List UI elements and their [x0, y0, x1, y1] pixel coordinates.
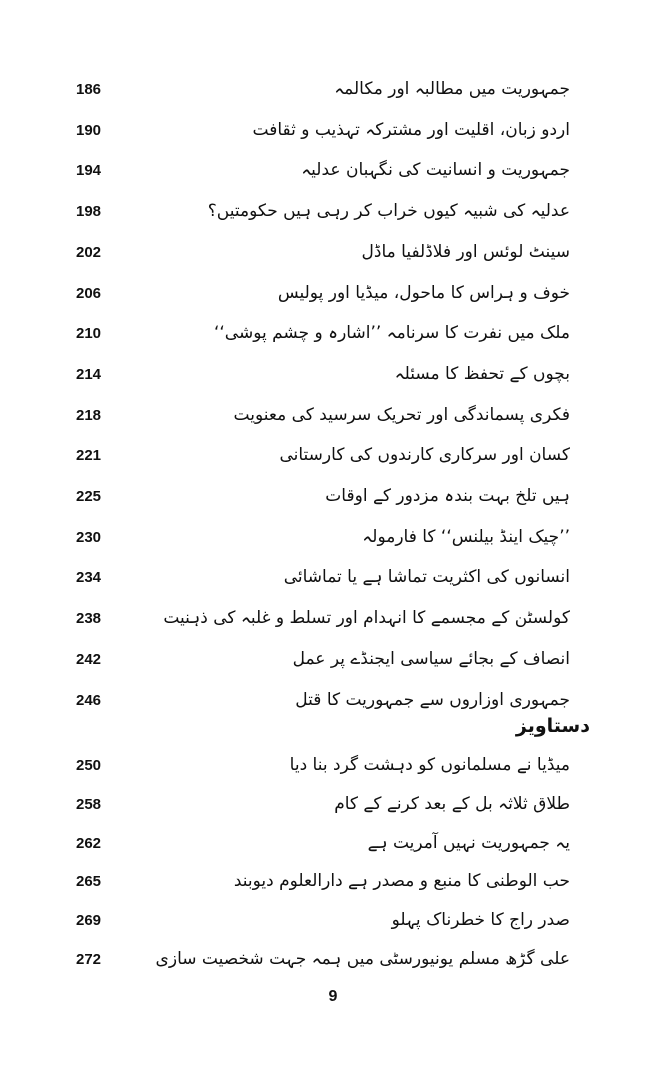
toc-entry-title: خوف و ہراس کا ماحول، میڈیا اور پولیس	[277, 282, 570, 303]
toc-page-number: 210	[76, 325, 102, 343]
toc-entry-title: ’’چیک اینڈ بیلنس‘‘ کا فارمولہ	[362, 526, 570, 547]
toc-page-number: 194	[76, 162, 102, 180]
toc-page-number: 234	[76, 569, 102, 587]
toc-entry	[0, 320, 666, 360]
toc-page-number: 214	[76, 365, 102, 383]
toc-entry	[0, 198, 666, 238]
toc-entry-title: یہ جمہوریت نہیں آمریت ہے	[367, 832, 570, 853]
toc-entry-title: کولسٹن کے مجسمے کا انہدام اور تسلط و غلبہ کی ذہنیت	[163, 608, 570, 629]
section-heading: دستاویز	[515, 715, 590, 737]
toc-entry	[0, 483, 666, 523]
toc-entry	[0, 361, 666, 401]
toc-entry-title: ملک میں نفرت کا سرنامہ ’’اشارہ و چشم پوشی‘‘	[213, 323, 570, 344]
toc-entry-title: جمہوریت و انسانیت کی نگہبان عدلیہ	[301, 160, 570, 181]
toc-page-number: 186	[76, 81, 102, 98]
toc-entry-title: میڈیا نے مسلمانوں کو دہشت گرد بنا دیا	[289, 755, 570, 775]
toc-entry	[0, 280, 666, 320]
toc-entry	[0, 402, 666, 442]
toc-page-number: 246	[76, 691, 102, 709]
toc-page-number: 238	[76, 610, 102, 628]
toc-entry-title: جمہوری اوزاروں سے جمہوریت کا قتل	[295, 689, 570, 710]
toc-entry	[0, 791, 666, 831]
toc-page-number: 269	[76, 912, 102, 930]
toc-entry-title: صدر راج کا خطرناک پہلو	[391, 910, 570, 931]
toc-entry	[0, 442, 666, 482]
toc-entry	[0, 157, 666, 197]
toc-page-number: 242	[76, 650, 102, 668]
toc-entry-title: فکری پسماندگی اور تحریک سرسید کی معنویت	[233, 404, 570, 425]
toc-entry-title: جمہوریت میں مطالبہ اور مکالمہ	[334, 79, 570, 99]
toc-entry-title: حب الوطنی کا منبع و مصدر ہے دارالعلوم دیوبند	[233, 871, 570, 892]
toc-entry	[0, 239, 666, 279]
toc-page-number: 262	[76, 834, 102, 852]
toc-entry	[0, 524, 666, 564]
toc-entry-title: عدلیہ کی شبیہ کیوں خراب کر رہی ہیں حکومتیں؟	[207, 201, 570, 222]
toc-entry	[0, 830, 666, 870]
toc-entry-title: ہیں تلخ بہت بندہ مزدور کے اوقات	[325, 486, 570, 506]
toc-entry-title: بچوں کے تحفظ کا مسئلہ	[394, 363, 570, 384]
toc-page-number: 230	[76, 528, 102, 546]
toc-entry	[0, 117, 666, 157]
toc-entry	[0, 76, 666, 116]
toc-page-number: 265	[76, 873, 102, 891]
toc-entry-title: اردو زبان، اقلیت اور مشترکہ تہذیب و ثقافت	[252, 119, 570, 140]
toc-page-number: 221	[76, 447, 102, 465]
toc-entry	[0, 564, 666, 604]
toc-entry	[0, 868, 666, 908]
toc-entry	[0, 752, 666, 792]
toc-entry	[0, 646, 666, 686]
toc-page-number: 202	[76, 243, 102, 261]
toc-entry-title: انصاف کے بجائے سیاسی ایجنڈے پر عمل	[292, 648, 570, 669]
toc-entry-title: طلاق ثلاثہ بل کے بعد کرنے کے کام	[334, 793, 570, 814]
toc-page-number: 258	[76, 795, 102, 813]
toc-page-number: 218	[76, 406, 102, 424]
toc-page-number: 198	[76, 203, 102, 221]
toc-entry-title: علی گڑھ مسلم یونیورسٹی میں ہمہ جہت شخصیت سازی	[155, 949, 570, 969]
toc-entry-title: سینٹ لوئس اور فلاڈلفیا ماڈل	[361, 241, 570, 262]
toc-page-number: 250	[76, 757, 102, 774]
toc-page-number: 272	[76, 951, 102, 968]
toc-entry-title: کسان اور سرکاری کارندوں کی کارستانی	[279, 445, 570, 466]
toc-entry	[0, 907, 666, 947]
page-number: 9	[328, 988, 338, 1005]
toc-entry	[0, 605, 666, 645]
toc-page-number: 225	[76, 488, 102, 505]
toc-page-number: 206	[76, 284, 102, 302]
toc-page-number: 190	[76, 121, 102, 139]
toc-entry	[0, 946, 666, 986]
toc-entry-title: انسانوں کی اکثریت تماشا ہے یا تماشائی	[283, 567, 570, 588]
